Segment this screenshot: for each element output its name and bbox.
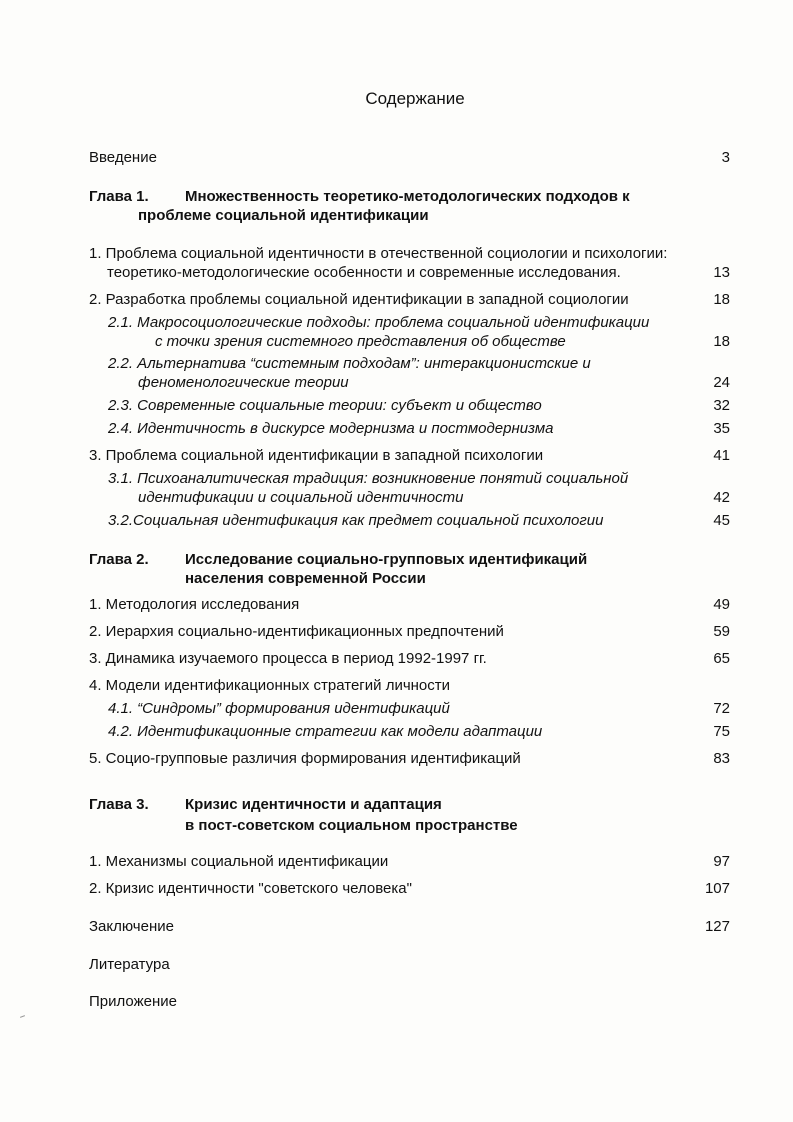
ch3-section1-page: 97 — [713, 853, 730, 870]
ch1-section2-4: 2.4. Идентичность в дискурсе модернизма и постмодернизма — [108, 420, 554, 437]
ch1-section3-1-line1: 3.1. Психоаналитическая традиция: возникновение понятий социальной — [108, 470, 629, 487]
ch1-section2-2-page: 24 — [713, 374, 730, 391]
chapter1-title-line1: Множественность теоретико-методологических подходов к — [185, 188, 630, 205]
ch2-section1-page: 49 — [713, 596, 730, 613]
chapter3-label: Глава 3. — [89, 796, 149, 813]
ch1-section3-2-page: 45 — [713, 512, 730, 529]
ch1-section2-3: 2.3. Современные социальные теории: субъект и общество — [108, 397, 542, 414]
ch1-section2-1-page: 18 — [713, 333, 730, 350]
ch2-section4-1: 4.1. “Синдромы” формирования идентификаций — [108, 700, 450, 717]
ch1-section3-1-line2: идентификации и социальной идентичности — [138, 489, 464, 506]
toc-appendix-label: Приложение — [89, 993, 177, 1010]
toc-conclusion-label: Заключение — [89, 918, 174, 935]
ch1-section2-1-line1: 2.1. Макросоциологические подходы: проблема социальной идентификации — [108, 314, 650, 331]
ch2-section4-2: 4.2. Идентификационные стратегии как модели адаптации — [108, 723, 543, 740]
ch2-section2-page: 59 — [713, 623, 730, 640]
scan-speck — [20, 1015, 25, 1018]
ch1-section2: 2. Разработка проблемы социальной идентификации в западной социологии — [89, 291, 629, 308]
ch2-section3: 3. Динамика изучаемого процесса в период 1992-1997 гг. — [89, 650, 487, 667]
ch1-section2-1-line2: с точки зрения системного представления об обществе — [155, 333, 566, 350]
toc-intro-label: Введение — [89, 149, 157, 166]
ch1-section1-line2: теоретико-методологические особенности и современные исследования. — [107, 264, 621, 281]
ch1-section1-line1: 1. Проблема социальной идентичности в отечественной социологии и психологии: — [89, 245, 668, 262]
ch1-section2-3-page: 32 — [713, 397, 730, 414]
ch1-section3-page: 41 — [713, 447, 730, 464]
ch1-section3: 3. Проблема социальной идентификации в западной психологии — [89, 447, 544, 464]
chapter1-label: Глава 1. — [89, 188, 149, 205]
page-title: Содержание — [365, 89, 465, 108]
ch3-section1: 1. Механизмы социальной идентификации — [89, 853, 389, 870]
ch2-section5-page: 83 — [713, 750, 730, 767]
ch1-section3-1-page: 42 — [713, 489, 730, 506]
toc-literature-label: Литература — [89, 956, 170, 973]
ch2-section2: 2. Иерархия социально-идентификационных предпочтений — [89, 623, 504, 640]
ch2-section1: 1. Методология исследования — [89, 596, 300, 613]
ch2-section4: 4. Модели идентификационных стратегий личности — [89, 677, 451, 694]
chapter2-title-line1: Исследование социально-групповых идентификаций — [185, 551, 588, 568]
ch1-section2-2-line2: феноменологические теории — [138, 374, 349, 391]
ch2-section4-2-page: 75 — [713, 723, 730, 740]
ch1-section1-page: 13 — [713, 264, 730, 281]
ch3-section2: 2. Кризис идентичности "советского человека" — [89, 880, 412, 897]
ch2-section4-1-page: 72 — [713, 700, 730, 717]
ch1-section2-2-line1: 2.2. Альтернатива “системным подходам”: интеракционистские и — [108, 355, 591, 372]
ch1-section2-4-page: 35 — [713, 420, 730, 437]
chapter3-title-line1: Кризис идентичности и адаптация — [185, 796, 442, 813]
ch1-section2-page: 18 — [713, 291, 730, 308]
toc-conclusion-page: 127 — [704, 918, 730, 935]
chapter2-title-line2: населения современной России — [185, 570, 426, 587]
toc-intro-page: 3 — [721, 149, 730, 166]
chapter2-label: Глава 2. — [89, 551, 149, 568]
chapter3-title-line2: в пост-советском социальном пространстве — [185, 817, 518, 834]
ch2-section5: 5. Социо-групповые различия формирования идентификаций — [89, 750, 521, 767]
ch2-section3-page: 65 — [713, 650, 730, 667]
ch3-section2-page: 107 — [704, 880, 730, 897]
chapter1-title-line2: проблеме социальной идентификации — [138, 207, 429, 224]
ch1-section3-2: 3.2.Социальная идентификация как предмет социальной психологии — [108, 512, 604, 529]
